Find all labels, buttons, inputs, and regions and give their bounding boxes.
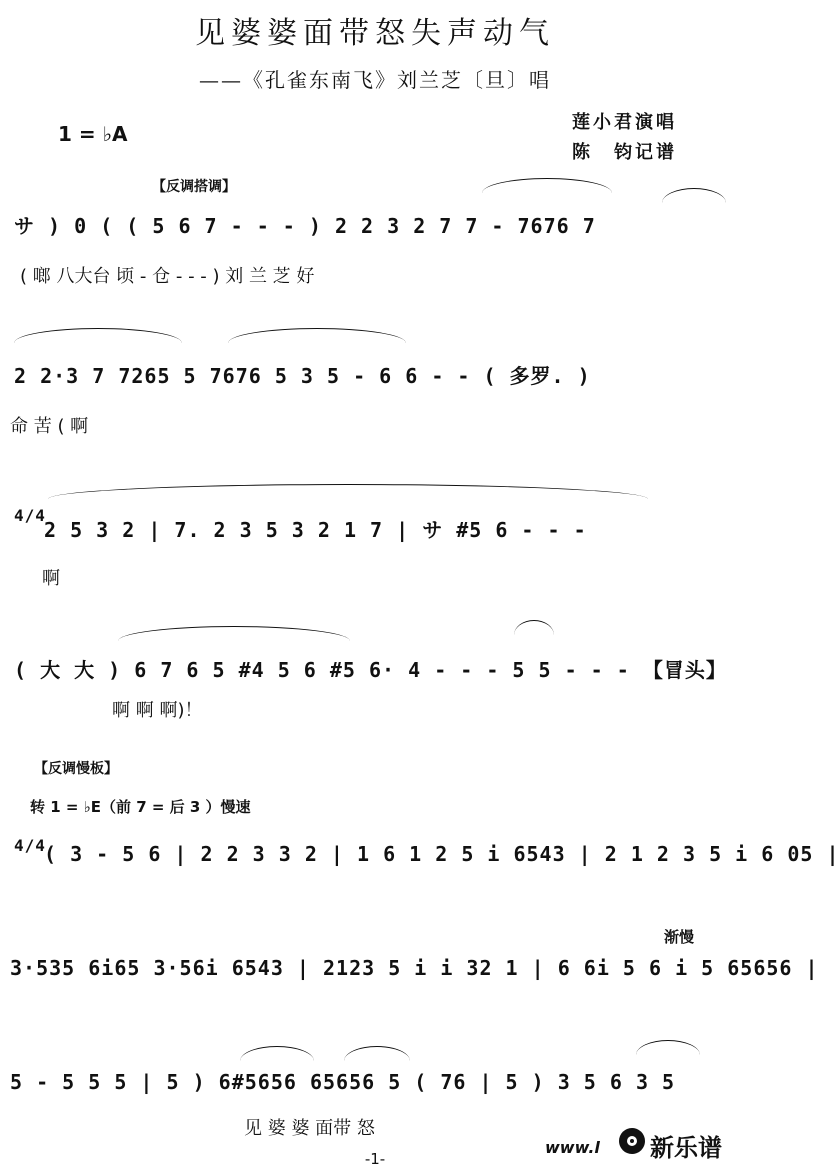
lyric-line: 啊 啊 啊)！	[112, 700, 203, 721]
lyric-line: 见 婆 婆 面带 怒	[244, 1118, 375, 1139]
slur	[14, 328, 182, 343]
slur	[636, 1040, 700, 1055]
slur	[662, 188, 726, 203]
section-mark: 【反调搭调】	[152, 179, 236, 195]
tempo-mark: 转 1 = ♭E（前 7 = 后 3 ）慢速	[30, 798, 251, 816]
notation-line: ( 3 - 5 6 | 2 2 3 3 2 | 1 6 1 2 5 i 6543 | 2 1 2 3 5 i 6 05 |	[44, 842, 840, 866]
slur	[514, 620, 554, 635]
slur	[48, 484, 648, 499]
time-signature: 4/4	[14, 836, 46, 855]
notation-line: サ ) 0 ( ( 5 6 7 - - - ) 2 2 3 2 7 7 - 7676 7	[14, 214, 596, 238]
page-number: -1-	[364, 1150, 386, 1168]
music-disc-icon	[618, 1127, 646, 1155]
page-title: 见婆婆面带怒失声动气	[195, 16, 555, 51]
slur	[240, 1046, 314, 1061]
slur	[344, 1046, 410, 1061]
lyric-line: ( 啷 八大台 顷 - 仓 - - - ) 刘 兰 芝 好	[20, 266, 315, 287]
notation-line: 3·535 6i65 3·56i 6543 | 2123 5 i i 32 1 | 6 6i 5 6 i 5 65656 |	[10, 956, 819, 980]
performer-credit: 莲小君演唱	[572, 112, 677, 133]
lyric-line: 命 苦 ( 啊	[10, 416, 89, 437]
notation-line: 5 - 5 5 5 | 5 ) 6#5656 65656 5 ( 76 | 5 ) 3 5 6 3 5	[10, 1070, 676, 1094]
slur	[482, 178, 612, 193]
notation-line: ( 大 大 ) 6 7 6 5 #4 5 6 #5 6· 4 - - - 5 5 - - - 【冒头】	[14, 658, 727, 682]
watermark-url: www.l	[545, 1138, 600, 1157]
slur	[118, 626, 350, 641]
notation-line: 2 2·3 7 7265 5 7676 5 3 5 - 6 6 - - ( 多罗. )	[14, 364, 591, 388]
tempo-mark: 渐慢	[664, 928, 695, 946]
notation-line: 2 5 3 2 | 7. 2 3 5 3 2 1 7 | サ #5 6 - - -	[44, 518, 587, 542]
section-mark: 【反调慢板】	[34, 761, 118, 777]
page-subtitle: ——《孔雀东南飞》刘兰芝〔旦〕唱	[199, 68, 551, 92]
key-signature: 1 = ♭A	[58, 122, 128, 146]
watermark-site-name: 新乐谱	[650, 1134, 722, 1162]
lyric-line: 啊	[42, 568, 60, 589]
time-signature: 4/4	[14, 506, 46, 525]
transcriber-credit: 陈 钧记谱	[572, 142, 677, 163]
slur	[228, 328, 406, 343]
